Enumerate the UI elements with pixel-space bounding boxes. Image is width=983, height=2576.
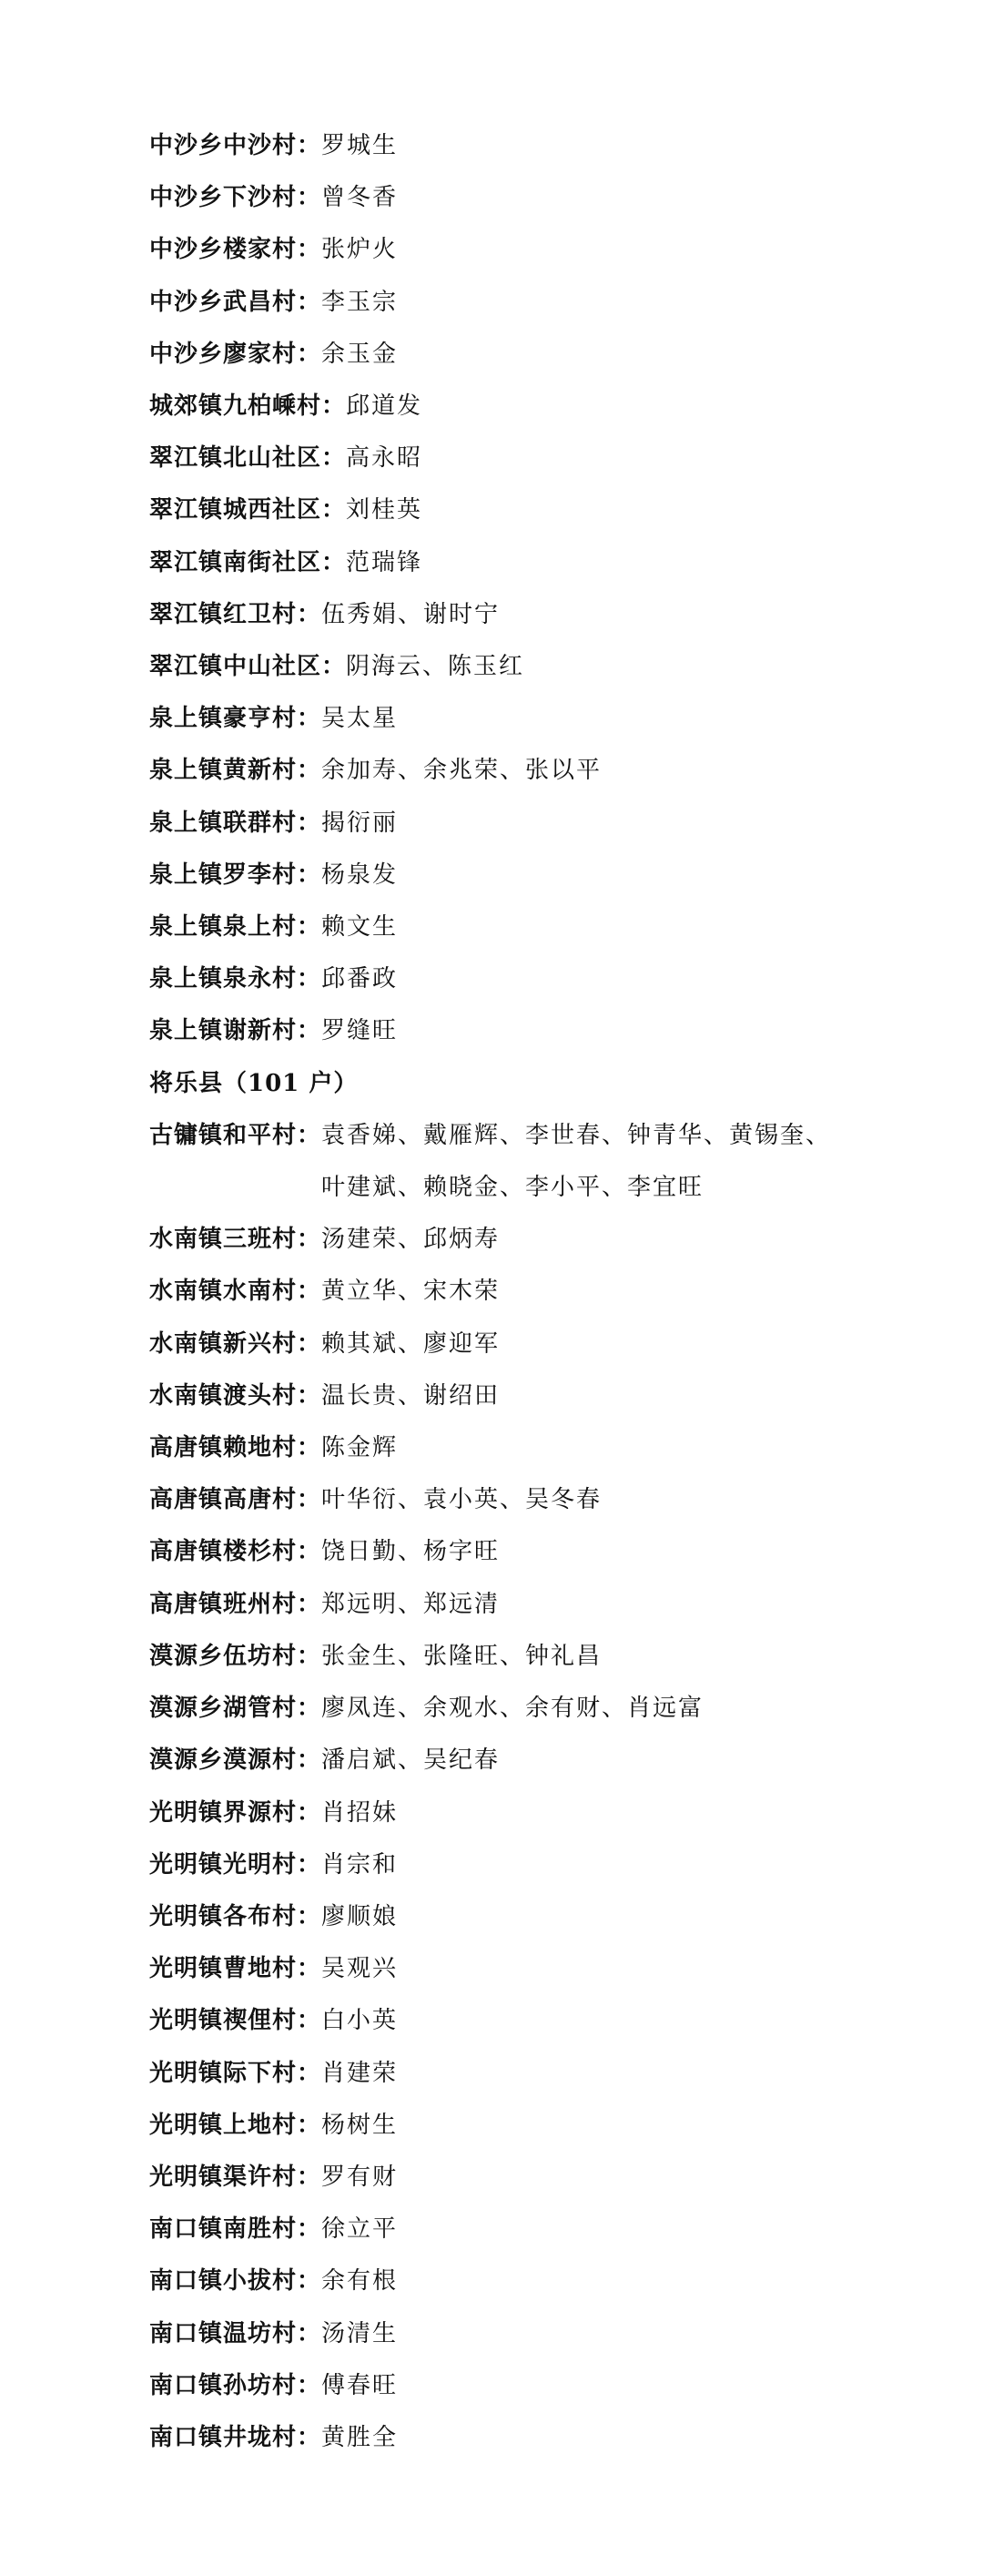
- list-item: [149, 1266, 932, 1318]
- village-label: 光明镇曹地村：: [149, 1955, 322, 1983]
- household-names: 郑远明、郑远清: [321, 1590, 501, 1618]
- village-label: 高唐镇赖地村：: [149, 1434, 322, 1462]
- household-names: 吴观兴: [321, 1955, 399, 1983]
- household-names: 余有根: [321, 2267, 399, 2296]
- household-names: 阴海云、陈玉红: [346, 653, 525, 681]
- list-item: [149, 2360, 932, 2412]
- list-item: [149, 1110, 932, 1214]
- village-label: 泉上镇罗李村：: [149, 860, 322, 889]
- list-item: [149, 1422, 932, 1474]
- list-item: [149, 224, 932, 276]
- household-names: 杨树生: [321, 2111, 399, 2139]
- village-label: 南口镇温坊村：: [149, 2319, 322, 2347]
- household-names: 白小英: [321, 2007, 399, 2035]
- list-item: [149, 798, 932, 850]
- list-item: [149, 277, 932, 329]
- household-names: 廖凤连、余观水、余有财、肖远富: [321, 1695, 704, 1723]
- household-names: 陈金辉: [321, 1434, 399, 1462]
- household-names: 刘桂英: [346, 496, 423, 524]
- list-item: [149, 901, 932, 953]
- village-label: 翠江镇南街社区：: [149, 548, 347, 576]
- list-item: [149, 1891, 932, 1943]
- list-item: [149, 745, 932, 797]
- household-names: 汤清生: [321, 2319, 399, 2347]
- village-label: 水南镇渡头村：: [149, 1381, 322, 1410]
- household-names: 黄胜全: [321, 2423, 399, 2451]
- household-names: 潘启斌、吴纪春: [321, 1746, 501, 1775]
- list-item: [149, 953, 932, 1005]
- household-names: 肖建荣: [321, 2059, 399, 2087]
- list-item: [149, 1943, 932, 1995]
- village-label: 泉上镇豪亨村：: [149, 705, 322, 733]
- village-label: 光明镇各布村：: [149, 1902, 322, 1930]
- village-label: 中沙乡下沙村：: [149, 184, 322, 212]
- list-item: [149, 1319, 932, 1370]
- village-label: 漠源乡湖管村：: [149, 1695, 322, 1723]
- household-names: 邱道发: [346, 392, 423, 421]
- list-item: [149, 1005, 932, 1057]
- village-label: 漠源乡漠源村：: [149, 1746, 322, 1775]
- list-item: [149, 589, 932, 641]
- household-names: 赖文生: [321, 913, 399, 942]
- list-item: [149, 2308, 932, 2360]
- list-item: [149, 2048, 932, 2100]
- household-names: 饶日勤、杨字旺: [321, 1538, 501, 1566]
- household-names: 罗城生: [321, 132, 399, 159]
- village-label: 南口镇南胜村：: [149, 2215, 322, 2244]
- village-label: 中沙乡廖家村：: [149, 340, 322, 368]
- village-label: 翠江镇红卫村：: [149, 600, 322, 628]
- list-item: [149, 1526, 932, 1578]
- list-item: [149, 484, 932, 536]
- list-item: [149, 172, 932, 224]
- household-names: 廖顺娘: [321, 1902, 399, 1930]
- household-names: 罗缝旺: [321, 1017, 399, 1045]
- household-names: 曾冬香: [321, 184, 399, 212]
- household-names: 高永昭: [346, 444, 423, 473]
- list-item: [149, 1839, 932, 1891]
- list-item: [149, 1683, 932, 1735]
- list-item: [149, 2100, 932, 2152]
- list-item: [149, 2152, 932, 2204]
- household-names: 温长贵、谢绍田: [321, 1381, 501, 1410]
- list-item: [149, 693, 932, 745]
- document-body: [149, 120, 932, 2464]
- list-item: [149, 1579, 932, 1631]
- village-label: 光明镇际下村：: [149, 2059, 322, 2087]
- village-label: 翠江镇北山社区：: [149, 444, 347, 473]
- household-names: 张金生、张隆旺、钟礼昌: [321, 1642, 603, 1670]
- list-item: [149, 2204, 932, 2255]
- entry-list-part1: [149, 120, 932, 1058]
- village-label: 光明镇上地村：: [149, 2111, 322, 2139]
- household-names: 杨泉发: [321, 860, 399, 889]
- list-item: [149, 381, 932, 433]
- list-item: [149, 1631, 932, 1683]
- village-label: 水南镇新兴村：: [149, 1329, 322, 1358]
- household-names: 叶华衍、袁小英、吴冬春: [321, 1486, 603, 1514]
- list-item: [149, 1370, 932, 1422]
- household-names: 肖招妹: [321, 1798, 399, 1827]
- household-names: 邱番政: [321, 965, 399, 993]
- village-label: 光明镇禊俚村：: [149, 2007, 322, 2035]
- list-item: [149, 120, 932, 172]
- household-names: 伍秀娟、谢时宁: [321, 600, 501, 628]
- entry-list-part2: [149, 1110, 932, 2464]
- list-item: [149, 537, 932, 589]
- list-item: [149, 329, 932, 381]
- village-label: 南口镇孙坊村：: [149, 2371, 322, 2399]
- village-label: 高唐镇班州村：: [149, 1590, 322, 1618]
- village-label: 中沙乡中沙村：: [149, 132, 322, 159]
- household-names: 肖宗和: [321, 1850, 399, 1879]
- household-names: 张炉火: [321, 236, 399, 264]
- list-item: [149, 1995, 932, 2047]
- county-heading: 将乐县（101 户）: [149, 1069, 359, 1097]
- household-names: 余加寿、余兆荣、张以平: [321, 757, 603, 785]
- village-label: 翠江镇中山社区：: [149, 653, 347, 681]
- village-label: 翠江镇城西社区：: [149, 496, 347, 524]
- household-names: 余玉金: [321, 340, 399, 368]
- village-label: 水南镇水南村：: [149, 1278, 322, 1306]
- village-label: 高唐镇高唐村：: [149, 1486, 322, 1514]
- village-label: 泉上镇泉上村：: [149, 913, 322, 942]
- village-label: 古镛镇和平村：: [149, 1121, 322, 1149]
- list-item: [149, 433, 932, 484]
- household-names: 范瑞锋: [346, 548, 423, 576]
- village-label: 泉上镇黄新村：: [149, 757, 322, 785]
- household-names: 李玉宗: [321, 288, 399, 316]
- village-label: 泉上镇泉永村：: [149, 965, 322, 993]
- list-item: [149, 1735, 932, 1787]
- village-label: 泉上镇谢新村：: [149, 1017, 322, 1045]
- village-label: 漠源乡伍坊村：: [149, 1642, 322, 1670]
- household-names: 徐立平: [321, 2215, 399, 2244]
- list-item: [149, 850, 932, 901]
- household-names: 吴太星: [321, 705, 399, 733]
- village-label: 城郊镇九柏嵊村：: [149, 392, 347, 421]
- list-item: [149, 1787, 932, 1839]
- household-names: 揭衍丽: [321, 809, 399, 837]
- list-item: [149, 2255, 932, 2307]
- village-label: 高唐镇楼杉村：: [149, 1538, 322, 1566]
- village-label: 泉上镇联群村：: [149, 809, 322, 837]
- list-item: [149, 1214, 932, 1266]
- village-label: 中沙乡武昌村：: [149, 288, 322, 316]
- village-label: 南口镇井垅村：: [149, 2423, 322, 2451]
- village-label: 光明镇渠许村：: [149, 2163, 322, 2191]
- household-names: 汤建荣、邱炳寿: [321, 1226, 501, 1254]
- household-names: 罗有财: [321, 2163, 399, 2191]
- village-label: 光明镇光明村：: [149, 1850, 322, 1879]
- list-item: [149, 1474, 932, 1526]
- village-label: 南口镇小拔村：: [149, 2267, 322, 2296]
- household-names: 赖其斌、廖迎军: [321, 1329, 501, 1358]
- village-label: 中沙乡楼家村：: [149, 236, 322, 264]
- household-names: 傅春旺: [321, 2371, 399, 2399]
- list-item: [149, 2412, 932, 2464]
- village-label: 光明镇界源村：: [149, 1798, 322, 1827]
- household-names: 黄立华、宋木荣: [321, 1278, 501, 1306]
- list-item: [149, 641, 932, 693]
- village-label: 水南镇三班村：: [149, 1226, 322, 1254]
- household-names: 袁香娣、戴雁辉、李世春、钟青华、黄锡奎、叶建斌、赖晓金、李小平、李宜旺: [321, 1121, 832, 1202]
